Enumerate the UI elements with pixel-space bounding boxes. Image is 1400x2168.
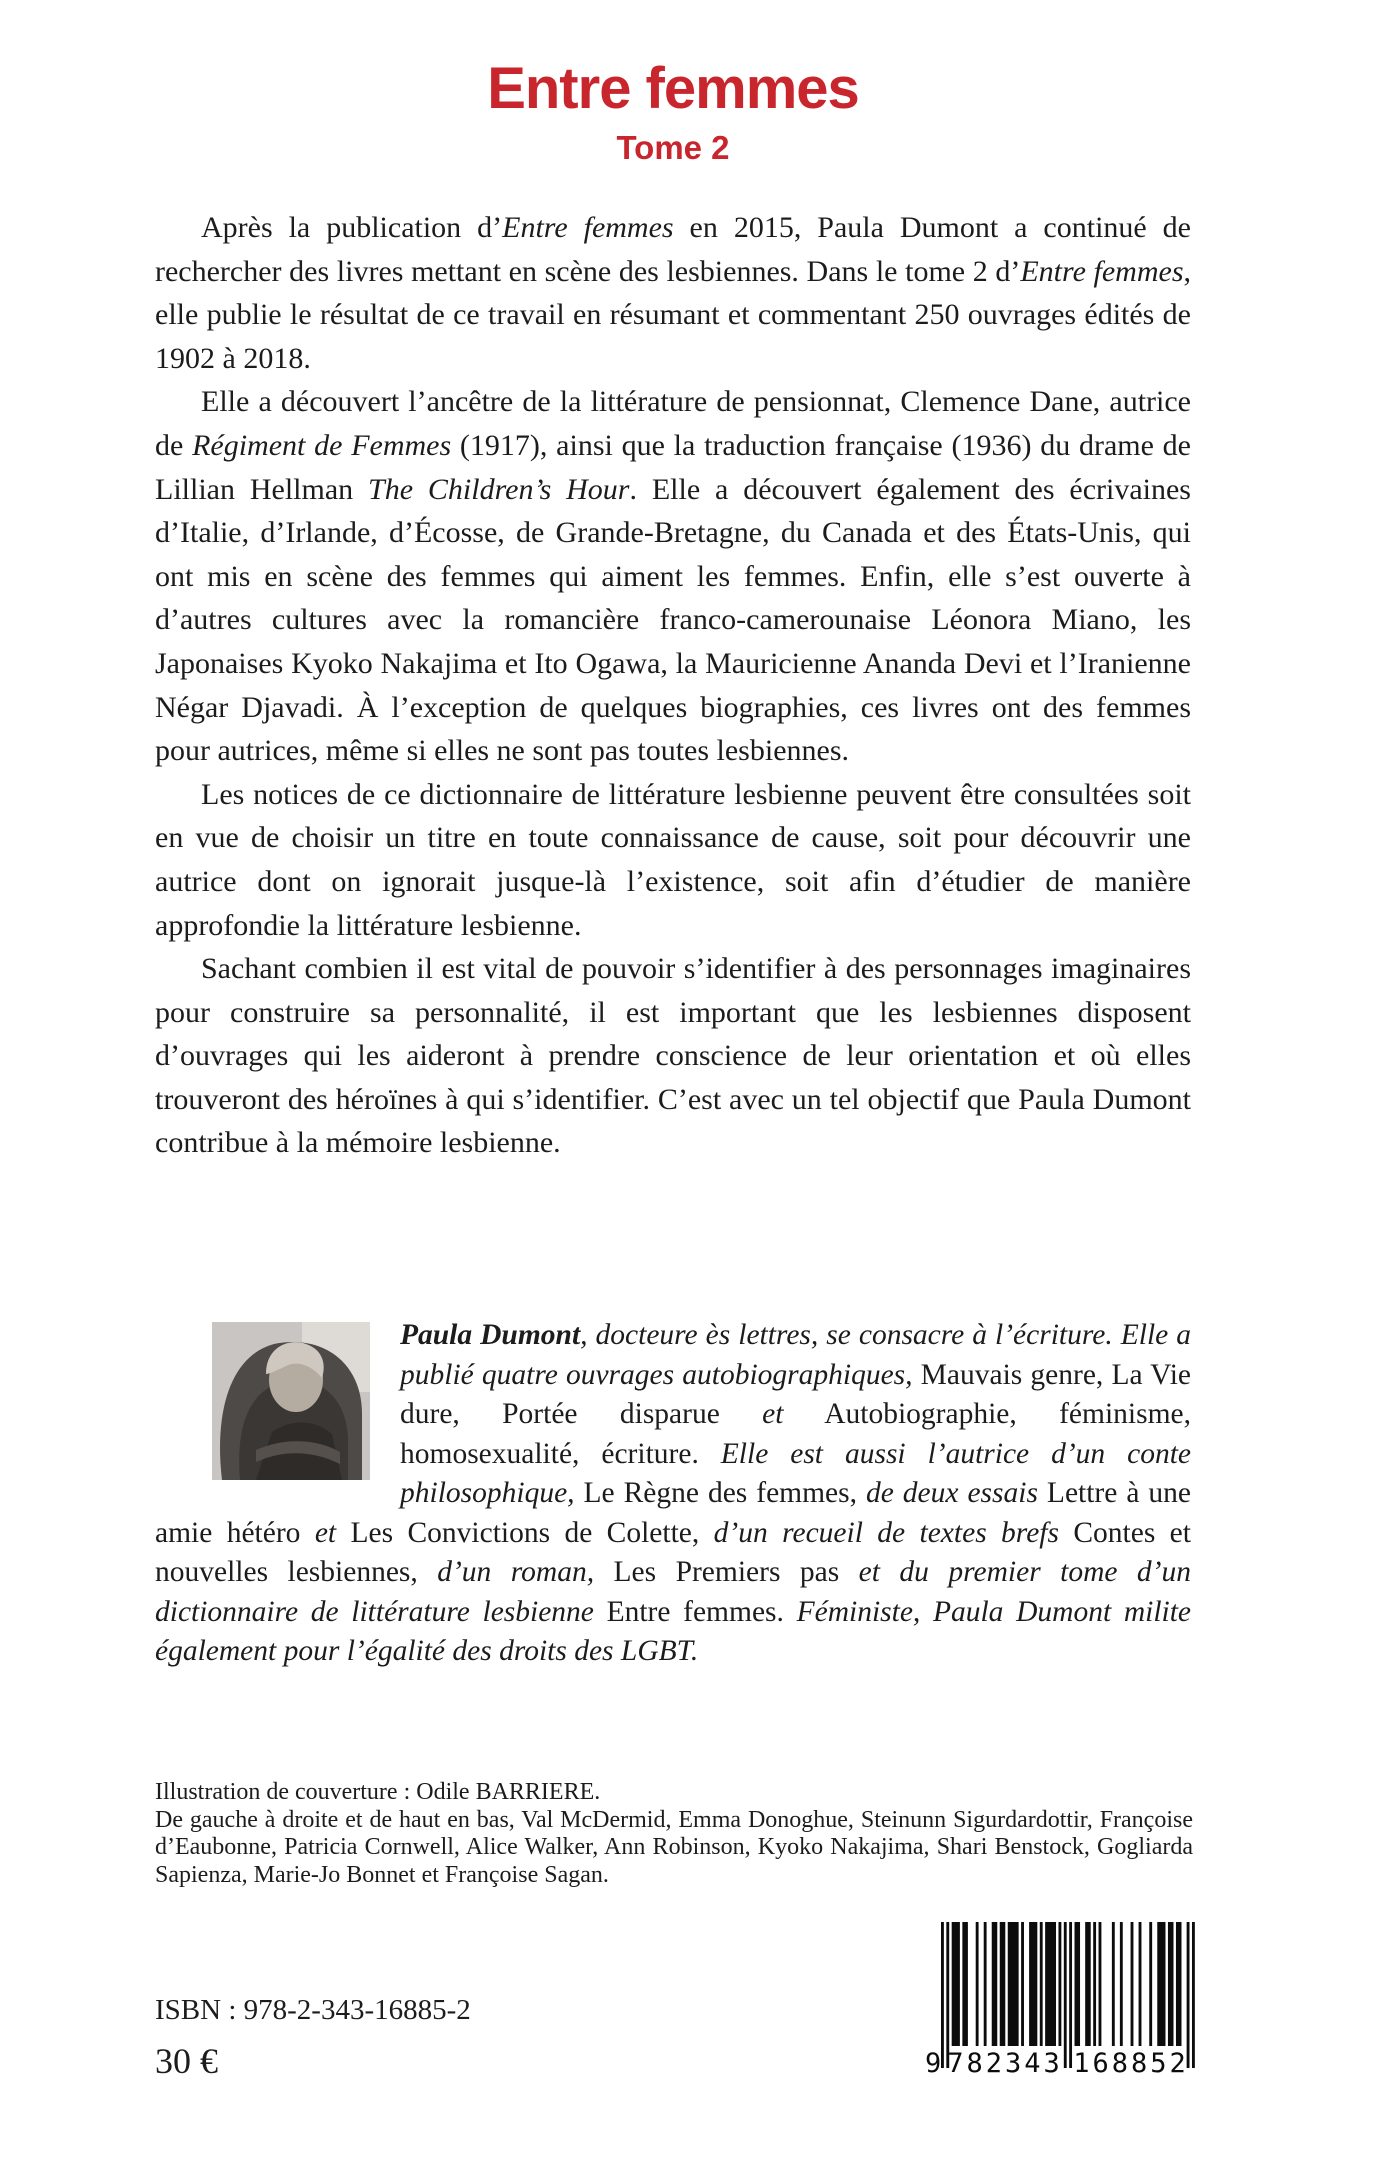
cover-names-credit: De gauche à droite et de haut en bas, Val McDermid, Emma Donoghue, Steinunn Sigurdardottir, Françoise d’Eaubonne, Patricia Cornwell, Alice Walker, Ann Robinson, Kyoko Nakajima, Shari Benstock, Gogliarda Sapienza, Marie-Jo Bonnet et Françoise Sagan. — [155, 1806, 1193, 1888]
author-section — [155, 1316, 1191, 1672]
synopsis-paragraph: Sachant combien il est vital de pouvoir s’identifier à des personnages imaginaires pour construire sa personnalité, il est important que les lesbiennes disposent d’ouvrages qui les aideront à prendre conscience de leur orientation et où elles trouveront des héroïnes à qui s’identifier. C’est avec un tel objectif que Paula Dumont contribue à la mémoire lesbienne. — [155, 952, 1191, 1160]
synopsis-paragraph: Les notices de ce dictionnaire de littérature lesbienne peuvent être consultées soit en vue de choisir un titre en toute connaissance de cause, soit pour découvrir une autrice dont on ignorait jusque-là l’existence, soit afin d’étudier de manière approfondie la littérature lesbienne. — [155, 777, 1191, 942]
barcode-digit-first: 9 — [925, 2048, 942, 2076]
book-title: Entre femmes — [487, 56, 859, 121]
book-subtitle: Tome 2 — [616, 129, 730, 166]
barcode — [915, 1922, 1195, 2076]
header — [155, 58, 1191, 168]
synopsis-paragraph: Elle a découvert l’ancêtre de la littérature de pensionnat, Clemence Dane, autrice de Régiment de Femmes (1917), ainsi que la traduction française (1936) du drame de Lillian Hellman The Children’s Hour. Elle a découvert également des écrivaines d’Italie, d’Irlande, d’Écosse, de Grande-Bretagne, du Canada et des États-Unis, qui ont mis en scène des femmes qui aiment les femmes. Enfin, elle s’est ouverte à d’autres cultures avec la romancière franco-camerounaise Léonora Miano, les Japonaises Kyoko Nakajima et Ito Ogawa, la Mauricienne Ananda Devi et l’Iranienne Négar Djavadi. À l’exception de quelques biographies, ces livres ont des femmes pour autrices, même si elles ne sont pas toutes lesbiennes. — [155, 385, 1191, 768]
isbn-label: ISBN : 978-2-343-16885-2 — [155, 1994, 471, 2026]
synopsis-section — [155, 206, 1191, 1165]
author-photo — [212, 1322, 370, 1480]
barcode-bars — [915, 1922, 1195, 2076]
cover-illustration-credit: Illustration de couverture : Odile BARRIERE. — [155, 1779, 601, 1805]
author-bio: Paula Dumont, docteure ès lettres, se consacre à l’écriture. Elle a publié quatre ouvrages autobiographiques, Mauvais genre, La Vie dure, Portée disparue et Autobiographie, féminisme, homosexualité, écriture. Elle est aussi l’autrice d’un conte philosophique, Le Règne des femmes, de deux essais Lettre à une amie hétéro et Les Convictions de Colette, d’un recueil de textes brefs Contes et nouvelles lesbiennes, d’un roman, Les Premiers pas et du premier tome d’un dictionnaire de littérature lesbienne Entre femmes. Féministe, Paula Dumont milite également pour l’égalité des droits des LGBT. — [155, 1319, 1192, 1667]
price-label: 30 € — [155, 2041, 218, 2081]
credits-section — [155, 1779, 1193, 1889]
barcode-digits-left: 782343 — [947, 2048, 1063, 2076]
barcode-digits-right: 168852 — [1073, 2048, 1189, 2076]
synopsis-paragraph: Après la publication d’Entre femmes en 2015, Paula Dumont a continué de rechercher des livres mettant en scène des lesbiennes. Dans le tome 2 d’Entre femmes, elle publie le résultat de ce travail en résumant et commentant 250 ouvrages édités de 1902 à 2018. — [155, 211, 1191, 375]
author-photo-illustration — [212, 1322, 370, 1480]
